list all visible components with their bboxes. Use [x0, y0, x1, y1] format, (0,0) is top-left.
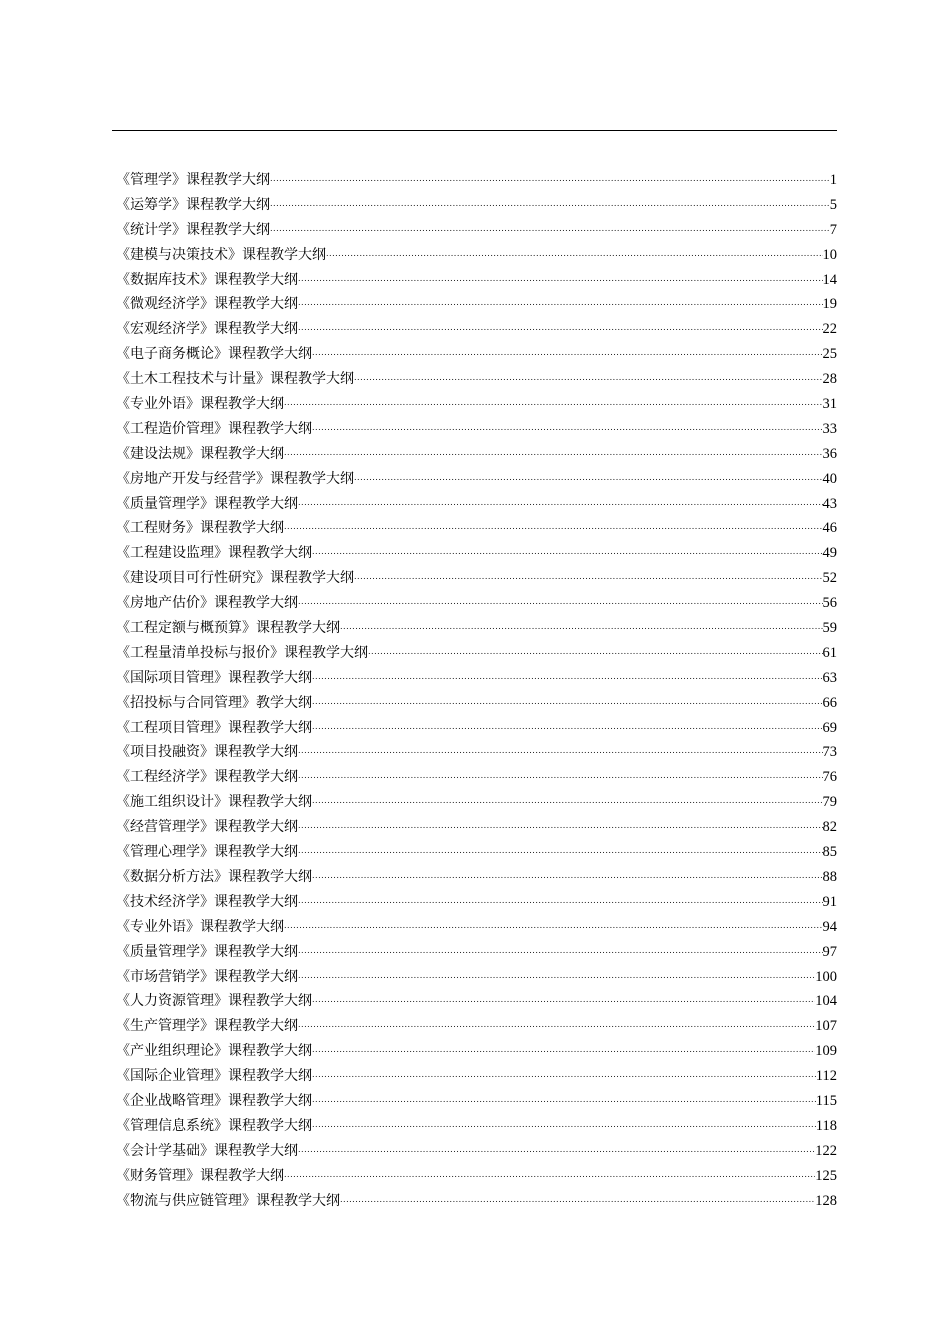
toc-entry-title: 《施工组织设计》课程教学大纲: [116, 794, 312, 811]
toc-dot-leader: [312, 715, 823, 740]
toc-entry-page-number: 82: [822, 819, 837, 836]
toc-dot-leader: [354, 466, 823, 491]
toc-entry-title: 《人力资源管理》课程教学大纲: [116, 993, 312, 1010]
toc-entry-page-number: 79: [822, 794, 837, 811]
toc-entry-title: 《管理心理学》课程教学大纲: [116, 844, 298, 861]
toc-dot-leader: [284, 391, 823, 416]
toc-entry-page-number: 76: [822, 769, 837, 786]
toc-entry-title: 《产业组织理论》课程教学大纲: [116, 1043, 312, 1060]
toc-dot-leader: [298, 814, 823, 839]
toc-entry[interactable]: [116, 342, 837, 367]
toc-entry-page-number: 36: [822, 445, 837, 462]
toc-entry[interactable]: [116, 541, 837, 566]
toc-entry-page-number: 91: [822, 893, 837, 910]
toc-entry[interactable]: [116, 666, 837, 691]
toc-dot-leader: [298, 839, 823, 864]
toc-entry[interactable]: [116, 1064, 837, 1089]
toc-dot-leader: [312, 1113, 816, 1138]
toc-dot-leader: [326, 242, 823, 267]
toc-entry-title: 《建模与决策技术》课程教学大纲: [116, 246, 326, 263]
toc-entry[interactable]: [116, 1114, 837, 1139]
toc-entry[interactable]: [116, 1039, 837, 1064]
toc-dot-leader: [298, 889, 823, 914]
toc-entry-page-number: 88: [822, 868, 837, 885]
toc-entry-title: 《国际项目管理》课程教学大纲: [116, 669, 312, 686]
toc-entry-page-number: 33: [822, 420, 837, 437]
toc-entry[interactable]: [116, 790, 837, 815]
toc-entry-page-number: 43: [822, 495, 837, 512]
toc-entry[interactable]: [116, 965, 837, 990]
toc-entry[interactable]: [116, 740, 837, 765]
toc-dot-leader: [368, 640, 823, 665]
toc-entry-page-number: 46: [822, 520, 837, 537]
toc-entry[interactable]: [116, 940, 837, 965]
header-rule: [112, 130, 837, 131]
toc-entry-title: 《工程定额与概预算》课程教学大纲: [116, 620, 340, 637]
toc-entry-title: 《工程经济学》课程教学大纲: [116, 769, 298, 786]
toc-entry-page-number: 122: [815, 1142, 837, 1159]
toc-entry[interactable]: [116, 815, 837, 840]
toc-dot-leader: [284, 515, 823, 540]
toc-entry-title: 《房地产开发与经营学》课程教学大纲: [116, 470, 354, 487]
toc-entry-page-number: 40: [822, 470, 837, 487]
toc-entry[interactable]: [116, 516, 837, 541]
toc-dot-leader: [340, 1188, 815, 1213]
toc-dot-leader: [312, 1038, 815, 1063]
toc-entry-title: 《房地产估价》课程教学大纲: [116, 595, 298, 612]
toc-entry[interactable]: [116, 467, 837, 492]
toc-entry-page-number: 5: [829, 196, 837, 213]
toc-dot-leader: [298, 764, 823, 789]
toc-entry[interactable]: [116, 392, 837, 417]
toc-entry-page-number: 112: [815, 1068, 837, 1085]
toc-entry-page-number: 22: [822, 321, 837, 338]
toc-entry-title: 《物流与供应链管理》课程教学大纲: [116, 1192, 340, 1209]
toc-dot-leader: [312, 864, 823, 889]
toc-entry-page-number: 109: [815, 1043, 837, 1060]
toc-dot-leader: [298, 267, 823, 292]
toc-entry[interactable]: [116, 840, 837, 865]
toc-entry[interactable]: [116, 1014, 837, 1039]
toc-entry[interactable]: [116, 1139, 837, 1164]
toc-entry[interactable]: [116, 367, 837, 392]
toc-entry-title: 《经营管理学》课程教学大纲: [116, 819, 298, 836]
toc-entry-title: 《会计学基础》课程教学大纲: [116, 1142, 298, 1159]
toc-entry-page-number: 7: [829, 221, 837, 238]
toc-entry-title: 《质量管理学》课程教学大纲: [116, 495, 298, 512]
toc-dot-leader: [298, 739, 823, 764]
toc-entry[interactable]: [116, 1164, 837, 1189]
toc-entry-title: 《数据库技术》课程教学大纲: [116, 271, 298, 288]
toc-dot-leader: [312, 988, 815, 1013]
toc-entry-title: 《专业外语》课程教学大纲: [116, 918, 284, 935]
toc-entry-title: 《项目投融资》课程教学大纲: [116, 744, 298, 761]
toc-entry-page-number: 69: [822, 719, 837, 736]
toc-entry-title: 《专业外语》课程教学大纲: [116, 396, 284, 413]
toc-entry-title: 《财务管理》课程教学大纲: [116, 1167, 284, 1184]
toc-entry[interactable]: [116, 915, 837, 940]
toc-entry-title: 《运筹学》课程教学大纲: [116, 196, 270, 213]
toc-dot-leader: [298, 964, 815, 989]
toc-dot-leader: [312, 540, 823, 565]
toc-entry-page-number: 94: [822, 918, 837, 935]
toc-dot-leader: [298, 316, 823, 341]
toc-entry[interactable]: [116, 1189, 837, 1214]
toc-dot-leader: [270, 167, 830, 192]
toc-entry-page-number: 73: [822, 744, 837, 761]
toc-dot-leader: [284, 441, 823, 466]
toc-entry-page-number: 14: [822, 271, 837, 288]
toc-entry[interactable]: [116, 317, 837, 342]
toc-entry[interactable]: [116, 218, 837, 243]
toc-entry-page-number: 19: [822, 296, 837, 313]
toc-dot-leader: [270, 192, 830, 217]
toc-entry-title: 《电子商务概论》课程教学大纲: [116, 346, 312, 363]
toc-entry-page-number: 25: [822, 346, 837, 363]
toc-entry-page-number: 28: [822, 371, 837, 388]
toc-entry[interactable]: [116, 691, 837, 716]
toc-entry-title: 《管理学》课程教学大纲: [116, 172, 270, 188]
toc-dot-leader: [312, 416, 823, 441]
toc-entry-title: 《招投标与合同管理》教学大纲: [116, 694, 312, 711]
toc-entry-title: 《微观经济学》课程教学大纲: [116, 296, 298, 313]
toc-entry-title: 《生产管理学》课程教学大纲: [116, 1018, 298, 1035]
toc-entry-title: 《工程财务》课程教学大纲: [116, 520, 284, 537]
toc-entry-page-number: 107: [815, 1018, 837, 1035]
toc-dot-leader: [340, 615, 823, 640]
toc-dot-leader: [312, 341, 823, 366]
toc-entry-title: 《国际企业管理》课程教学大纲: [116, 1068, 312, 1085]
toc-entry-page-number: 115: [815, 1092, 837, 1109]
toc-dot-leader: [312, 690, 823, 715]
toc-dot-leader: [354, 565, 823, 590]
toc-dot-leader: [284, 914, 823, 939]
toc-dot-leader: [298, 590, 823, 615]
toc-entry[interactable]: [116, 989, 837, 1014]
toc-entry-title: 《质量管理学》课程教学大纲: [116, 943, 298, 960]
table-of-contents: [116, 168, 837, 1213]
toc-entry-page-number: 59: [822, 620, 837, 637]
toc-entry[interactable]: [116, 616, 837, 641]
toc-entry-title: 《工程造价管理》课程教学大纲: [116, 420, 312, 437]
toc-entry-title: 《技术经济学》课程教学大纲: [116, 893, 298, 910]
toc-dot-leader: [270, 217, 830, 242]
toc-entry-title: 《建设项目可行性研究》课程教学大纲: [116, 570, 354, 587]
toc-entry-title: 《统计学》课程教学大纲: [116, 221, 270, 238]
toc-entry-page-number: 85: [822, 844, 837, 861]
toc-dot-leader: [298, 491, 823, 516]
toc-entry[interactable]: [116, 1089, 837, 1114]
toc-entry-page-number: 118: [815, 1117, 837, 1134]
toc-entry-page-number: 128: [815, 1192, 837, 1209]
toc-entry[interactable]: [116, 168, 837, 193]
toc-entry-page-number: 100: [815, 968, 837, 985]
toc-entry-page-number: 97: [822, 943, 837, 960]
toc-entry-title: 《数据分析方法》课程教学大纲: [116, 868, 312, 885]
toc-entry-page-number: 66: [822, 694, 837, 711]
toc-entry[interactable]: [116, 890, 837, 915]
toc-entry[interactable]: [116, 268, 837, 293]
toc-entry[interactable]: [116, 566, 837, 591]
toc-entry[interactable]: [116, 765, 837, 790]
toc-entry-page-number: 31: [822, 396, 837, 413]
toc-entry-title: 《工程项目管理》课程教学大纲: [116, 719, 312, 736]
toc-entry-page-number: 1: [829, 172, 837, 188]
toc-entry[interactable]: [116, 591, 837, 616]
toc-dot-leader: [354, 366, 823, 391]
toc-entry-page-number: 61: [822, 644, 837, 661]
toc-entry-page-number: 56: [822, 595, 837, 612]
toc-entry[interactable]: [116, 193, 837, 218]
toc-dot-leader: [312, 789, 823, 814]
toc-entry[interactable]: [116, 243, 837, 268]
toc-entry-page-number: 104: [815, 993, 837, 1010]
toc-entry-title: 《市场营销学》课程教学大纲: [116, 968, 298, 985]
toc-entry[interactable]: [116, 417, 837, 442]
toc-entry-title: 《企业战略管理》课程教学大纲: [116, 1092, 312, 1109]
toc-dot-leader: [298, 939, 823, 964]
toc-dot-leader: [284, 1163, 815, 1188]
toc-entry-title: 《建设法规》课程教学大纲: [116, 445, 284, 462]
toc-entry[interactable]: [116, 492, 837, 517]
toc-dot-leader: [298, 1138, 815, 1163]
toc-entry-page-number: 49: [822, 545, 837, 562]
toc-entry-page-number: 10: [822, 246, 837, 263]
toc-entry[interactable]: [116, 641, 837, 666]
toc-entry-title: 《工程量清单投标与报价》课程教学大纲: [116, 644, 368, 661]
toc-dot-leader: [312, 1063, 816, 1088]
toc-dot-leader: [298, 291, 823, 316]
toc-entry-page-number: 125: [815, 1167, 837, 1184]
toc-entry-title: 《宏观经济学》课程教学大纲: [116, 321, 298, 338]
toc-dot-leader: [312, 1088, 816, 1113]
toc-entry[interactable]: [116, 865, 837, 890]
toc-entry[interactable]: [116, 716, 837, 741]
toc-entry-title: 《土木工程技术与计量》课程教学大纲: [116, 371, 354, 388]
toc-entry-title: 《管理信息系统》课程教学大纲: [116, 1117, 312, 1134]
toc-dot-leader: [298, 1013, 815, 1038]
toc-entry-page-number: 52: [822, 570, 837, 587]
toc-entry[interactable]: [116, 442, 837, 467]
toc-entry-page-number: 63: [822, 669, 837, 686]
toc-entry-title: 《工程建设监理》课程教学大纲: [116, 545, 312, 562]
toc-entry[interactable]: [116, 292, 837, 317]
toc-dot-leader: [312, 665, 823, 690]
